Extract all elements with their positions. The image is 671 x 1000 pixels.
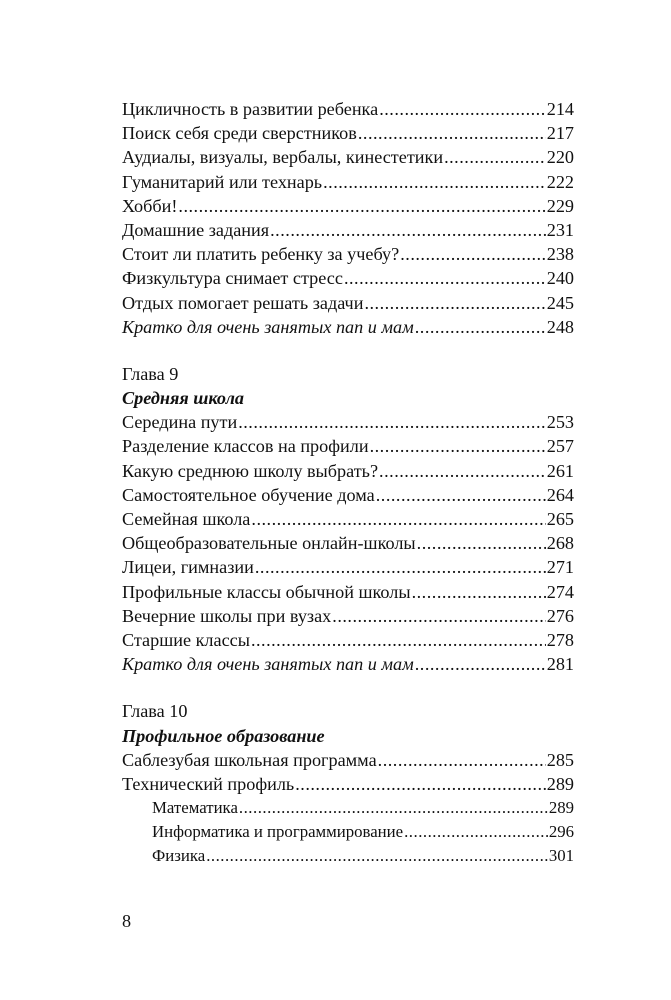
toc-entry-page: 261 — [546, 460, 574, 481]
toc-leader-dots — [251, 628, 546, 652]
toc-entry[interactable] — [122, 291, 574, 315]
toc-entry-title: Кратко для очень занятых пап и мам — [122, 654, 414, 675]
toc-entry-page: 231 — [546, 219, 574, 240]
toc-entry-page: 281 — [546, 654, 574, 675]
toc-leader-dots — [415, 652, 546, 676]
toc-leader-dots — [270, 218, 546, 242]
toc-leader-dots — [255, 555, 546, 579]
toc-leader-dots — [178, 194, 545, 218]
toc-leader-dots — [415, 315, 546, 339]
toc-entry-page: 271 — [546, 557, 574, 578]
toc-entry[interactable] — [122, 555, 574, 579]
toc-leader-dots — [417, 531, 546, 555]
toc-entry-page: 217 — [546, 123, 574, 144]
toc-entry[interactable] — [122, 772, 574, 796]
toc-entry-title: Саблезубая школьная программа — [122, 749, 377, 770]
page-number: 8 — [122, 911, 132, 931]
chapter-title: Средняя школа — [122, 388, 244, 409]
toc-leader-dots — [370, 434, 546, 458]
toc-entry[interactable] — [122, 434, 574, 458]
toc-leader-dots — [206, 844, 548, 868]
toc-entry-title: Технический профиль — [122, 773, 295, 794]
toc-entry-title: Поиск себя среди сверстников — [122, 123, 357, 144]
toc-leader-dots — [378, 748, 546, 772]
chapter-title: Профильное образование — [122, 725, 325, 746]
toc-leader-dots — [323, 170, 546, 194]
table-of-contents — [122, 97, 574, 869]
toc-entry-page: 245 — [546, 292, 574, 313]
toc-entry-title: Середина пути — [122, 412, 238, 433]
toc-entry-title: Кратко для очень занятых пап и мам — [122, 316, 414, 337]
toc-leader-dots — [376, 483, 546, 507]
toc-entry-title: Семейная школа — [122, 509, 251, 529]
toc-entry-page: 265 — [546, 509, 574, 529]
toc-entry[interactable] — [122, 580, 574, 604]
toc-leader-dots — [400, 242, 546, 266]
toc-entry-title: Хобби! — [122, 195, 178, 216]
toc-subentry[interactable] — [122, 796, 574, 820]
toc-entry[interactable] — [122, 97, 574, 121]
toc-entry-page: 289 — [548, 798, 574, 818]
toc-entry-title: Аудиалы, визуалы, вербалы, кинестетики — [122, 147, 444, 168]
toc-entry-title: Информатика и программирование — [152, 822, 404, 842]
toc-entry-page: 301 — [548, 846, 574, 866]
toc-leader-dots — [332, 604, 545, 628]
toc-subentry[interactable] — [122, 844, 574, 868]
toc-entry-title: Лицеи, гимназии — [122, 557, 254, 578]
toc-entry-title: Общеобразовательные онлайн-школы — [122, 533, 416, 554]
toc-entry-title: Какую среднюю школу выбрать? — [122, 460, 379, 481]
toc-entry[interactable] — [122, 483, 574, 507]
toc-entry-title: Самостоятельное обучение дома — [122, 484, 375, 505]
toc-entry[interactable] — [122, 507, 574, 531]
toc-entry-page: 229 — [546, 195, 574, 216]
toc-entry-summary[interactable] — [122, 315, 574, 339]
toc-entry-title: Гуманитарий или технарь — [122, 171, 323, 192]
toc-entry-page: 248 — [546, 316, 574, 337]
toc-entry[interactable] — [122, 121, 574, 145]
toc-entry-page: 253 — [546, 412, 574, 433]
toc-entry[interactable] — [122, 748, 574, 772]
toc-entry-page: 274 — [546, 581, 574, 602]
section-gap — [122, 676, 574, 699]
toc-leader-dots — [379, 97, 546, 121]
toc-entry-page: 257 — [546, 436, 574, 457]
toc-entry-title: Физика — [152, 846, 206, 866]
section-gap — [122, 339, 574, 362]
toc-leader-dots — [364, 291, 545, 315]
toc-entry[interactable] — [122, 145, 574, 169]
toc-entry-page: 214 — [546, 99, 574, 119]
toc-entry[interactable] — [122, 531, 574, 555]
toc-entry[interactable] — [122, 628, 574, 652]
toc-leader-dots — [238, 410, 546, 434]
toc-entry[interactable] — [122, 459, 574, 483]
toc-leader-dots — [295, 772, 546, 796]
chapter-label: Глава 10 — [122, 701, 188, 722]
toc-entry-title: Старшие классы — [122, 629, 250, 650]
toc-entry-title: Отдых помогает решать задачи — [122, 292, 364, 313]
toc-subentry[interactable] — [122, 820, 574, 844]
chapter-label: Глава 9 — [122, 363, 179, 384]
toc-entry-page: 296 — [548, 822, 574, 842]
toc-entry[interactable] — [122, 218, 574, 242]
toc-entry-page: 238 — [546, 244, 574, 265]
toc-leader-dots — [379, 459, 546, 483]
toc-leader-dots — [344, 266, 546, 290]
toc-entry-page: 285 — [546, 749, 574, 770]
toc-entry-page: 278 — [546, 629, 574, 650]
toc-entry-page: 264 — [546, 484, 574, 505]
toc-entry-page: 240 — [546, 268, 574, 289]
toc-entry[interactable] — [122, 242, 574, 266]
toc-entry-title: Стоит ли платить ребенку за учебу? — [122, 244, 400, 265]
toc-entry-title: Разделение классов на профили — [122, 436, 369, 457]
toc-leader-dots — [239, 796, 548, 820]
toc-entry[interactable] — [122, 194, 574, 218]
toc-entry-title: Цикличность в развитии ребенка — [122, 99, 379, 119]
toc-entry-page: 220 — [546, 147, 574, 168]
toc-entry-title: Физкультура снимает стресс — [122, 268, 343, 289]
toc-entry-summary[interactable] — [122, 652, 574, 676]
toc-entry-title: Домашние задания — [122, 219, 270, 240]
toc-entry[interactable] — [122, 170, 574, 194]
toc-leader-dots — [412, 580, 546, 604]
toc-leader-dots — [358, 121, 546, 145]
toc-entry-page: 268 — [546, 533, 574, 554]
toc-entry-title: Вечерние школы при вузах — [122, 605, 332, 626]
toc-entry[interactable] — [122, 266, 574, 290]
toc-entry[interactable] — [122, 604, 574, 628]
toc-leader-dots — [404, 820, 548, 844]
toc-leader-dots — [251, 507, 545, 531]
toc-entry-title: Математика — [152, 798, 238, 818]
toc-entry[interactable] — [122, 410, 574, 434]
toc-entry-page: 276 — [546, 605, 574, 626]
toc-entry-page: 222 — [546, 171, 574, 192]
toc-entry-page: 289 — [546, 773, 574, 794]
toc-entry-title: Профильные классы обычной школы — [122, 581, 411, 602]
toc-leader-dots — [444, 145, 546, 169]
